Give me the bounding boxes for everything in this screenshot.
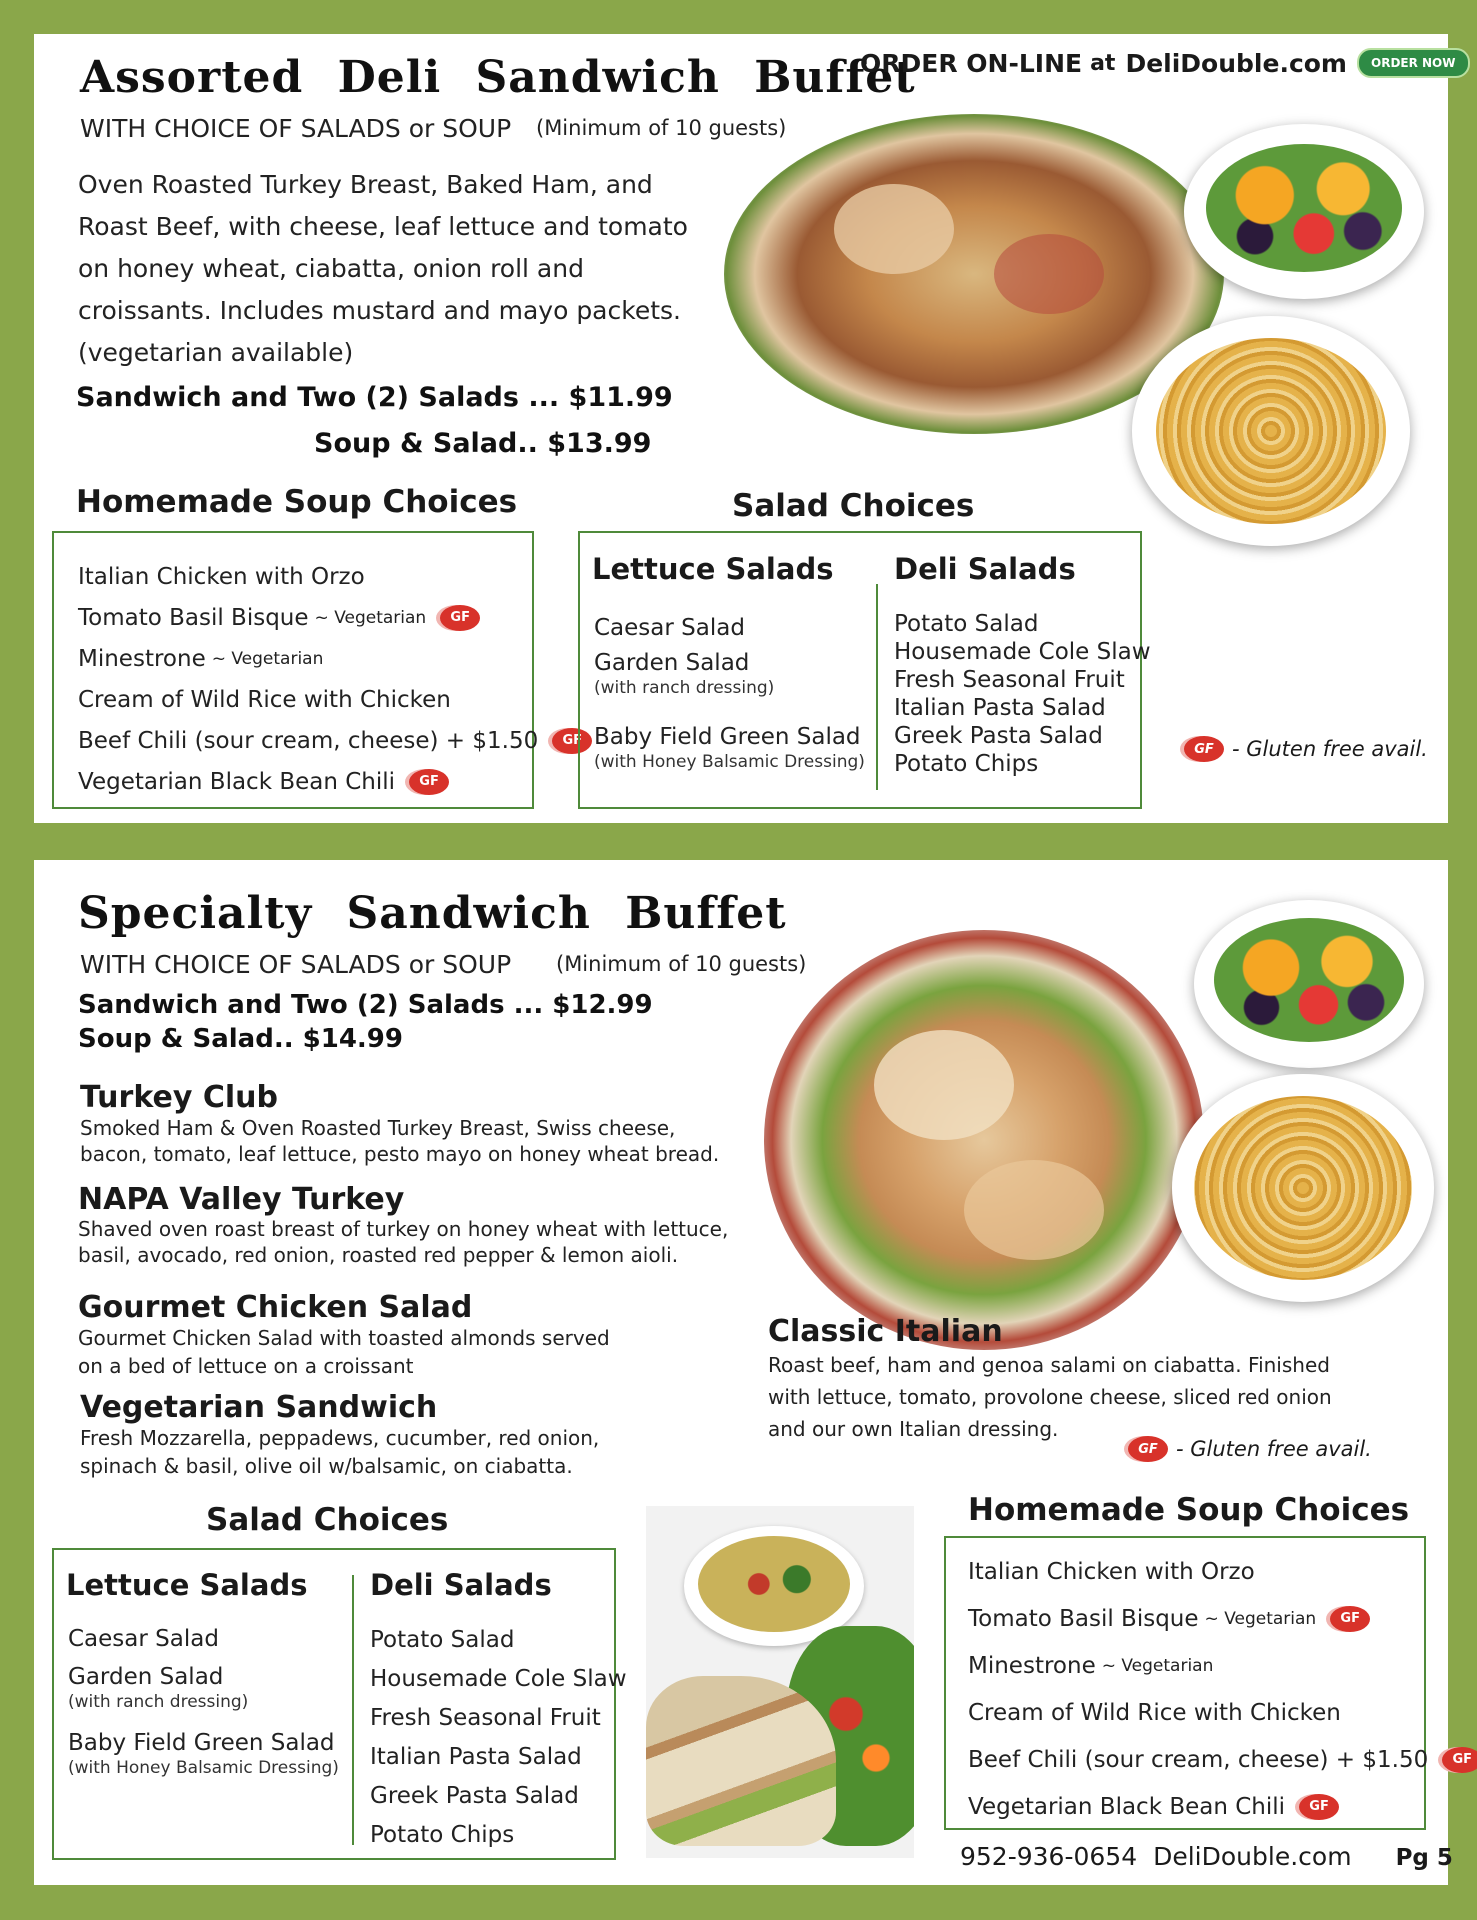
item-desc: Shaved oven roast breast of turkey on honey wheat with lettuce, xyxy=(78,1217,729,1241)
item-desc: on a bed of lettuce on a croissant xyxy=(78,1354,414,1378)
specialty-price-soup-salad: Soup & Salad.. $14.99 xyxy=(78,1024,403,1054)
specialty-buffet-panel xyxy=(34,860,1472,1885)
gluten-free-icon: GF xyxy=(1442,1747,1477,1773)
item-desc: Fresh Mozzarella, peppadews, cucumber, red onion, xyxy=(80,1426,600,1450)
soup-note: ~ Vegetarian xyxy=(1204,1608,1317,1629)
sandwich-detail xyxy=(964,1160,1104,1260)
deli-salad-list xyxy=(894,610,1151,778)
specialty-item-classic-italian xyxy=(768,1314,1408,1445)
gluten-free-icon: GF xyxy=(1330,1606,1370,1632)
gluten-free-icon: GF xyxy=(552,728,592,754)
deli-desc-line: Oven Roasted Turkey Breast, Baked Ham, and xyxy=(78,170,653,199)
footer-contact xyxy=(960,1842,1453,1871)
specialty-price-sandwich-salads: Sandwich and Two (2) Salads ... $12.99 xyxy=(78,990,653,1020)
page-number: Pg 5 xyxy=(1395,1845,1453,1871)
specialty-item-napa-valley-turkey xyxy=(78,1184,778,1268)
salad-item: Garden Salad xyxy=(68,1664,224,1690)
salad-note: (with Honey Balsamic Dressing) xyxy=(594,752,865,772)
soup-item xyxy=(78,638,592,679)
lettuce-salad-list xyxy=(68,1616,339,1778)
soup-item xyxy=(78,720,592,761)
order-online-text: ORDER ON-LINE xyxy=(860,48,1083,78)
soup-and-sandwich-image xyxy=(646,1506,914,1858)
soup-item xyxy=(968,1736,1477,1783)
order-online-bar xyxy=(860,48,1470,78)
footer-site-link[interactable]: DeliDouble.com xyxy=(1153,1842,1352,1871)
item-desc: Smoked Ham & Oven Roasted Turkey Breast, Swiss cheese, xyxy=(80,1116,676,1140)
deli-salads-heading: Deli Salads xyxy=(370,1568,552,1602)
specialty-title: Specialty Sandwich Buffet xyxy=(78,888,787,939)
specialty-item-turkey-club xyxy=(80,1080,780,1167)
salad-item: Potato Salad xyxy=(894,611,1039,637)
soup-item xyxy=(968,1642,1477,1689)
deli-salad-heading: Salad Choices xyxy=(732,488,975,524)
deli-title: Assorted Deli Sandwich Buffet xyxy=(80,52,916,103)
salad-item: Baby Field Green Salad xyxy=(68,1730,335,1756)
lettuce-salad-list xyxy=(594,608,865,772)
deli-price-sandwich-salads: Sandwich and Two (2) Salads ... $11.99 xyxy=(76,382,673,413)
salad-item: Baby Field Green Salad xyxy=(594,724,861,750)
sandwich-detail xyxy=(994,234,1104,314)
footer-phone[interactable]: 952-936-0654 xyxy=(960,1842,1138,1871)
item-desc: spinach & basil, olive oil w/balsamic, on ciabatta. xyxy=(80,1454,573,1478)
soup-name: Beef Chili (sour cream, cheese) + $1.50 xyxy=(968,1746,1429,1773)
deli-salads-heading: Deli Salads xyxy=(894,552,1076,586)
deli-desc-line: Roast Beef, with cheese, leaf lettuce and tomato xyxy=(78,212,688,241)
item-desc: with lettuce, tomato, provolone cheese, sliced red onion xyxy=(768,1385,1332,1409)
order-at-text: at xyxy=(1090,50,1116,76)
soup-name: Minestrone xyxy=(968,1652,1096,1679)
gluten-free-legend xyxy=(1128,1436,1372,1462)
soup-note: ~ Vegetarian xyxy=(211,648,324,669)
soup-name: Vegetarian Black Bean Chili xyxy=(968,1793,1286,1820)
sandwich-detail xyxy=(834,184,954,274)
lettuce-salads-heading: Lettuce Salads xyxy=(592,552,834,586)
gluten-free-note: - Gluten free avail. xyxy=(1232,737,1428,761)
sandwich-detail xyxy=(874,1030,1014,1140)
deli-buffet-panel xyxy=(34,34,1456,823)
specialty-item-gourmet-chicken-salad xyxy=(78,1292,778,1380)
salad-item: Garden Salad xyxy=(594,650,750,676)
gluten-free-icon: GF xyxy=(440,605,480,631)
item-desc: Gourmet Chicken Salad with toasted almonds served xyxy=(78,1326,610,1350)
specialty-soup-list xyxy=(968,1548,1477,1830)
deli-description xyxy=(78,164,718,374)
deli-desc-line: croissants. Includes mustard and mayo packets. xyxy=(78,296,681,325)
salad-note: (with ranch dressing) xyxy=(594,678,775,698)
deli-minimum: (Minimum of 10 guests) xyxy=(536,116,787,140)
salad-item: Italian Pasta Salad xyxy=(894,695,1106,721)
gluten-free-icon: GF xyxy=(1299,1794,1339,1820)
salad-item: Potato Salad xyxy=(370,1626,515,1653)
deli-soup-list xyxy=(78,556,592,802)
specialty-minimum: (Minimum of 10 guests) xyxy=(556,952,807,976)
salad-note: (with Honey Balsamic Dressing) xyxy=(68,1758,339,1778)
order-site-link[interactable]: DeliDouble.com xyxy=(1125,48,1347,78)
soup-item xyxy=(78,556,592,597)
deli-desc-line: on honey wheat, ciabatta, onion roll and xyxy=(78,254,584,283)
salad-item: Housemade Cole Slaw xyxy=(370,1665,627,1692)
soup-name: Vegetarian Black Bean Chili xyxy=(78,768,396,795)
item-desc: bacon, tomato, leaf lettuce, pesto mayo on honey wheat bread. xyxy=(80,1142,720,1166)
soup-name: Cream of Wild Rice with Chicken xyxy=(968,1699,1341,1726)
gluten-free-icon: GF xyxy=(1184,736,1224,762)
item-name: Vegetarian Sandwich xyxy=(80,1390,438,1425)
soup-item xyxy=(78,679,592,720)
item-name: Classic Italian xyxy=(768,1314,1003,1349)
soup-name: Italian Chicken with Orzo xyxy=(78,563,365,590)
salad-item: Caesar Salad xyxy=(594,615,745,641)
soup-name: Cream of Wild Rice with Chicken xyxy=(78,686,451,713)
salad-item: Greek Pasta Salad xyxy=(370,1782,579,1809)
soup-name: Tomato Basil Bisque xyxy=(78,604,309,631)
soup-name: Italian Chicken with Orzo xyxy=(968,1558,1255,1585)
soup-item xyxy=(968,1689,1477,1736)
gluten-free-icon: GF xyxy=(1128,1436,1168,1462)
item-name: Turkey Club xyxy=(80,1080,278,1115)
deli-salad-list xyxy=(370,1620,627,1854)
salad-item: Italian Pasta Salad xyxy=(370,1743,582,1770)
salad-note: (with ranch dressing) xyxy=(68,1692,249,1712)
fruit-salad-bowl-image xyxy=(1194,900,1424,1068)
pasta-salad-bowl-image xyxy=(1132,316,1410,546)
specialty-soup-heading: Homemade Soup Choices xyxy=(968,1492,1410,1528)
deli-price-soup-salad: Soup & Salad.. $13.99 xyxy=(314,428,652,459)
gluten-free-legend xyxy=(1184,736,1428,762)
salad-item: Fresh Seasonal Fruit xyxy=(894,667,1125,693)
soup-item xyxy=(968,1783,1477,1830)
lettuce-salads-heading: Lettuce Salads xyxy=(66,1568,308,1602)
soup-item xyxy=(78,597,592,638)
soup-item xyxy=(968,1548,1477,1595)
item-desc: basil, avocado, red onion, roasted red pepper & lemon aioli. xyxy=(78,1243,679,1267)
deli-desc-line: (vegetarian available) xyxy=(78,338,354,367)
deli-subtitle: WITH CHOICE OF SALADS or SOUP xyxy=(80,114,512,143)
item-desc: and our own Italian dressing. xyxy=(768,1417,1059,1441)
specialty-sandwich-platter-image xyxy=(764,930,1204,1350)
gluten-free-icon: GF xyxy=(409,769,449,795)
divider xyxy=(352,1575,354,1845)
salad-item: Caesar Salad xyxy=(68,1626,219,1652)
item-name: Gourmet Chicken Salad xyxy=(78,1290,473,1325)
soup-item xyxy=(968,1595,1477,1642)
item-name: NAPA Valley Turkey xyxy=(78,1182,405,1217)
specialty-item-vegetarian-sandwich xyxy=(80,1392,780,1480)
soup-note: ~ Vegetarian xyxy=(1101,1655,1214,1676)
item-desc: Roast beef, ham and genoa salami on ciabatta. Finished xyxy=(768,1353,1330,1377)
fruit-salad-bowl-image xyxy=(1184,124,1424,299)
salad-item: Housemade Cole Slaw xyxy=(894,639,1151,665)
soup-item xyxy=(78,761,592,802)
salad-item: Greek Pasta Salad xyxy=(894,723,1103,749)
divider xyxy=(876,584,878,790)
salad-item: Fresh Seasonal Fruit xyxy=(370,1704,601,1731)
salad-item: Potato Chips xyxy=(370,1821,515,1848)
soup-note: ~ Vegetarian xyxy=(314,607,427,628)
deli-soup-heading: Homemade Soup Choices xyxy=(76,484,518,520)
pasta-salad-bowl-image xyxy=(1172,1074,1434,1302)
specialty-salad-heading: Salad Choices xyxy=(206,1502,449,1538)
soup-name: Minestrone xyxy=(78,645,206,672)
soup-name: Tomato Basil Bisque xyxy=(968,1605,1199,1632)
specialty-subtitle: WITH CHOICE OF SALADS or SOUP xyxy=(80,950,512,979)
soup-name: Beef Chili (sour cream, cheese) + $1.50 xyxy=(78,727,539,754)
salad-item: Potato Chips xyxy=(894,751,1039,777)
gluten-free-note: - Gluten free avail. xyxy=(1176,1437,1372,1461)
order-now-button[interactable]: ORDER NOW xyxy=(1357,48,1470,78)
